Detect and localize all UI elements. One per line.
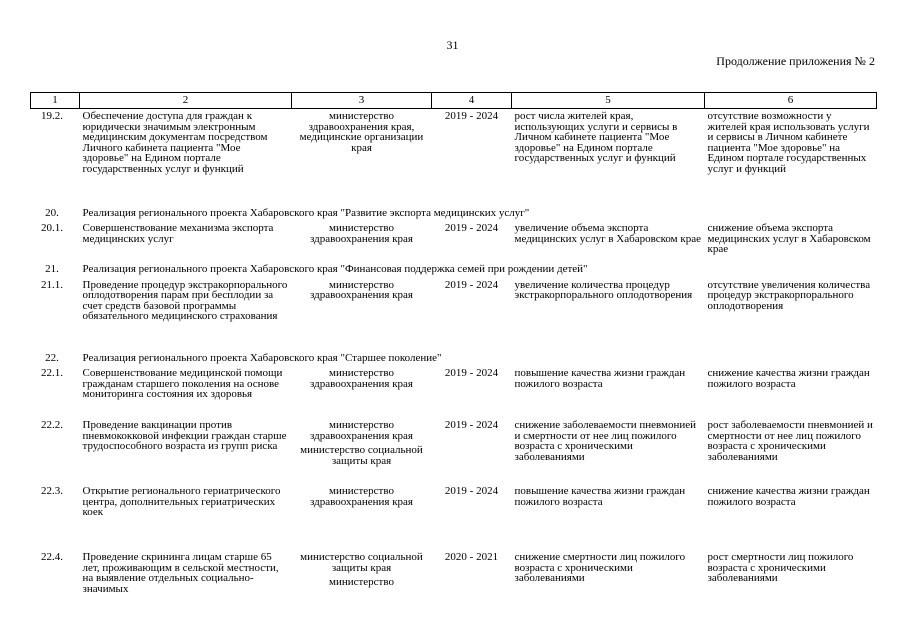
expected-result: снижение заболеваемости пневмонией и смертности от нее лиц пожилого возраста с хроническими заболеваниями <box>514 419 696 463</box>
item-number: 22.4. <box>41 551 63 563</box>
consequence: отсутствие увеличения количества процедур экстракорпорального оплодотворения <box>707 278 871 312</box>
consequence: снижение качества жизни граждан пожилого возраста <box>707 367 870 390</box>
appendix-continuation-note: Продолжение приложения № 2 <box>716 54 875 68</box>
column-header: 2 <box>80 93 292 109</box>
measures-table <box>30 92 877 597</box>
consequence: рост смертности лиц пожилого возраста с хроническими заболеваниями <box>707 551 854 584</box>
consequence: рост заболеваемости пневмонией и смертности от нее лиц пожилого возраста с хроническими заболеваниями <box>707 419 873 463</box>
executors <box>292 418 432 484</box>
expected-result: повышение качества жизни граждан пожилого возраста <box>514 367 686 390</box>
table-row <box>31 484 877 550</box>
column-number-row <box>31 93 877 109</box>
table-row <box>31 109 877 205</box>
expected-result: снижение смертности лиц пожилого возраста с хроническими заболеваниями <box>514 551 686 584</box>
period: 2019 - 2024 <box>444 222 499 234</box>
consequence: отсутствие возможности у жителей края использовать услуги и сервисы в Личном кабинете пациента "Мое здоровье" на Едином портале государственных услуг и функций <box>707 110 870 175</box>
table-row <box>31 278 877 350</box>
executors <box>292 550 432 597</box>
period: 2019 - 2024 <box>444 367 499 379</box>
page-number: 31 <box>446 38 459 52</box>
measure-text: Совершенствование медицинской помощи гражданам старшего поколения на основе мониторинга состояния их здоровья <box>82 367 283 400</box>
executors <box>292 109 432 205</box>
expected-result: увеличение количества процедур экстракорпорального оплодотворения <box>514 278 693 301</box>
section-title: Реализация регионального проекта Хабаровского края "Финансовая поддержка семей при рождении детей" <box>82 263 588 275</box>
expected-result: повышение качества жизни граждан пожилого возраста <box>514 485 686 508</box>
executors <box>292 484 432 550</box>
executors <box>292 278 432 350</box>
expected-result: рост числа жителей края, использующих услуги и сервисы в Личном кабинете пациента "Мое здоровье" на Едином портале государственных услуг и функций <box>514 110 678 164</box>
section-title: Реализация регионального проекта Хабаровского края "Развитие экспорта медицинских услуг" <box>82 206 530 219</box>
table-row <box>31 418 877 484</box>
executor: министерство социальной защиты края <box>300 551 423 574</box>
item-number: 22.2. <box>41 419 63 431</box>
measure-text: Проведение скрининга лицам старше 65 лет, проживающим в сельской местности, на выявление отдельных социально-значимых <box>82 551 279 595</box>
item-number: 21.1. <box>41 278 63 291</box>
item-number: 19.2. <box>41 110 63 122</box>
period: 2019 - 2024 <box>444 419 499 431</box>
item-number: 20.1. <box>41 222 63 234</box>
executors <box>292 221 432 261</box>
measure-text: Открытие регионального гериатрического центра, дополнительных гериатрических коек <box>82 485 281 518</box>
measure-text: Обеспечение доступа для граждан к юридически значимым электронным медицинским документам посредством Личного кабинета пациента "Мое здоровье" на Едином портале государственных услуг и функций <box>82 110 268 175</box>
section-title: Реализация регионального проекта Хабаровского края "Старшее поколение" <box>82 351 442 364</box>
column-header: 3 <box>292 93 432 109</box>
table-row <box>31 221 877 261</box>
consequence: снижение качества жизни граждан пожилого возраста <box>707 485 870 508</box>
measure-text: Проведение вакцинации против пневмококковой инфекции граждан старше трудоспособного возраста из групп риска <box>82 419 287 452</box>
executor: министерство здравоохранения края <box>310 419 413 442</box>
measure-text: Совершенствование механизма экспорта медицинских услуг <box>82 222 274 245</box>
executor: медицинские организации края <box>299 131 424 154</box>
executor: министерство <box>328 576 394 588</box>
section-number: 20. <box>45 206 59 219</box>
executor: министерство социальной защиты края <box>300 444 423 467</box>
period: 2019 - 2024 <box>444 110 499 122</box>
measure-text: Проведение процедур экстракорпорального оплодотворения парам при бесплодии за счет средств базовой программы обязательного медицинского страхования <box>82 278 288 322</box>
table-row <box>31 550 877 597</box>
column-header: 4 <box>432 93 512 109</box>
expected-result: увеличение объема экспорта медицинских услуг в Хабаровском крае <box>514 222 701 245</box>
executor: министерство здравоохранения края <box>310 367 413 390</box>
column-header: 1 <box>31 93 80 109</box>
consequence: снижение объема экспорта медицинских услуг в Хабаровском крае <box>707 222 871 255</box>
executor: министерство здравоохранения края <box>310 485 413 508</box>
item-number: 22.3. <box>41 485 63 497</box>
period: 2020 - 2021 <box>444 551 499 563</box>
section-row <box>31 261 877 278</box>
section-number: 21. <box>45 263 59 275</box>
period: 2019 - 2024 <box>444 485 499 497</box>
table-row <box>31 366 877 418</box>
executor: министерство здравоохранения края, <box>308 110 415 133</box>
item-number: 22.1. <box>41 367 63 379</box>
section-row <box>31 350 877 367</box>
executor: министерство здравоохранения края <box>310 278 413 301</box>
column-header: 6 <box>705 93 877 109</box>
section-row <box>31 205 877 222</box>
executors <box>292 366 432 418</box>
section-number: 22. <box>45 351 59 364</box>
period: 2019 - 2024 <box>444 278 499 291</box>
executor: министерство здравоохранения края <box>310 222 413 245</box>
column-header: 5 <box>512 93 705 109</box>
